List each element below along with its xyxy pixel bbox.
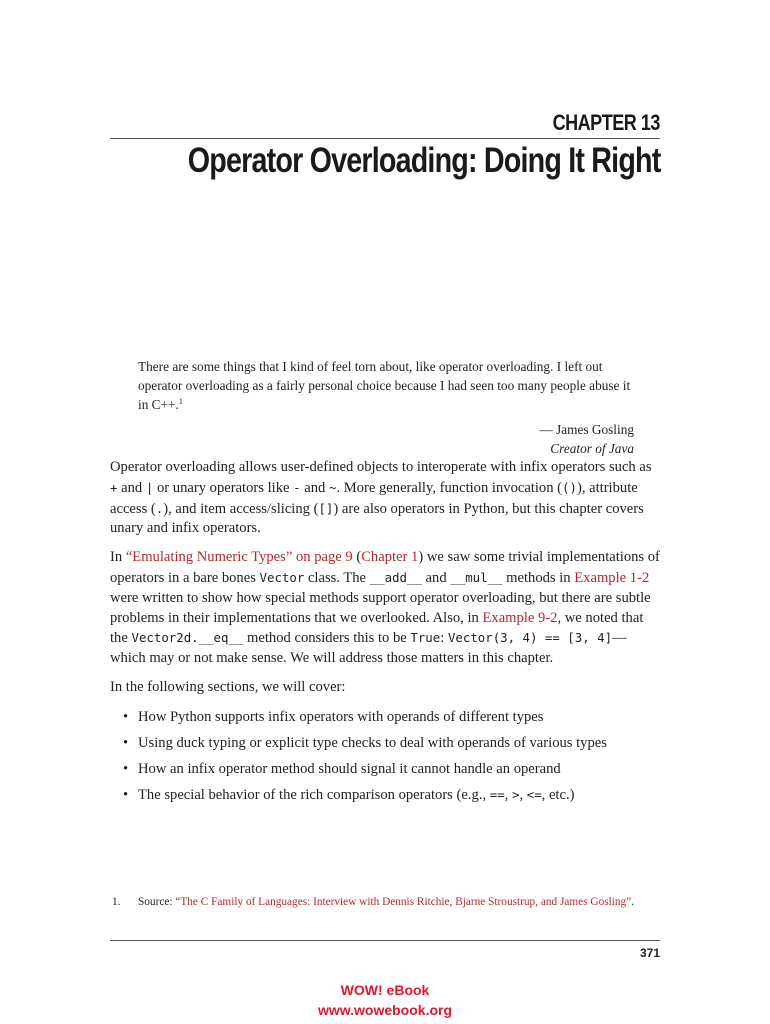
watermark-title: WOW! eBook — [340, 982, 430, 998]
text-run: ) we saw some trivial implementations of operators in a bare bones — [110, 549, 660, 586]
footer-rule — [110, 940, 660, 941]
code-span: > — [511, 786, 520, 802]
epigraph — [138, 357, 634, 458]
text-run: class. The — [304, 569, 370, 586]
code-span: - — [293, 479, 301, 495]
bullet-icon: • — [123, 734, 129, 751]
footnote-suffix: . — [631, 896, 635, 908]
code-span: + — [110, 479, 118, 495]
text-run: In — [110, 549, 126, 566]
footnote-ref[interactable]: 1 — [178, 397, 183, 406]
code-span: __add__ — [369, 569, 422, 585]
text-run: methods in — [502, 569, 575, 586]
text-run: ), attribute access ( — [110, 479, 638, 517]
sections-intro: In the following sections, we will cover: — [110, 678, 346, 695]
code-span: . — [155, 500, 164, 516]
watermark-url[interactable]: www.wowebook.org — [317, 1002, 453, 1018]
code-span: Vector2d.__eq__ — [131, 630, 244, 646]
text-run: method considers this to be — [243, 630, 411, 647]
list-item — [110, 785, 660, 805]
text-run: , etc.) — [541, 786, 575, 803]
topics-list — [110, 707, 660, 805]
text-run: Operator overloading allows user-defined objects to interoperate with infix operators such as — [110, 459, 652, 475]
text-run: ), and item access/slicing ( — [163, 500, 319, 517]
link-emulating-numeric-types[interactable]: “Emulating Numeric Types” on page 9 — [125, 549, 353, 566]
text-run: , — [519, 786, 527, 803]
text-run: , — [504, 786, 512, 803]
code-span: [] — [318, 500, 334, 516]
text-run: ( — [352, 549, 362, 566]
footnote — [110, 896, 670, 908]
epigraph-quote — [138, 357, 634, 414]
text-run: or unary operators like — [153, 479, 294, 496]
epigraph-quote-text: There are some things that I kind of feel torn about, like operator overloading. I left out operator overloading as a fairly personal choice because I had seen too many people abuse it in C++. — [138, 359, 631, 412]
chapter-body — [110, 458, 660, 805]
chapter-title: Operator Overloading: Doing It Right — [187, 141, 660, 180]
list-item — [110, 707, 660, 727]
epigraph-role: Creator of Java — [550, 441, 634, 456]
list-item-text: Using duck typing or explicit type checks to deal with operands of various types — [138, 734, 607, 751]
text-run: were written to show how special methods support operator overloading, but there are subtle problems in their implementations that we overlooked. Also, in — [110, 589, 651, 626]
text-run: The special behavior of the rich comparison operators (e.g., — [138, 786, 490, 803]
link-example-9-2[interactable]: Example 9-2 — [482, 609, 558, 626]
code-span: == — [489, 786, 505, 802]
code-span: __mul__ — [450, 569, 503, 585]
text-run: , we noted that the — [110, 609, 644, 647]
list-item-text: How Python supports infix operators with operands of different types — [138, 708, 544, 725]
chapter-header — [110, 110, 660, 139]
code-span: Vector — [259, 569, 305, 585]
link-example-1-2[interactable]: Example 1-2 — [574, 569, 650, 586]
link-chapter-1[interactable]: Chapter 1 — [361, 549, 419, 566]
text-run: and — [421, 569, 451, 586]
epigraph-author: — James Gosling — [539, 422, 634, 437]
text-run: : — [440, 630, 448, 647]
text-run: —which may or not make sense. We will address those matters in this chapter. — [110, 630, 627, 667]
text-run: ) are also operators in Python, but this chapter covers unary and infix operators. — [110, 500, 644, 537]
list-item — [110, 733, 660, 753]
footnote-prefix: Source: — [138, 896, 176, 908]
list-item-text: How an infix operator method should signal it cannot handle an operand — [138, 760, 561, 777]
page-number: 371 — [639, 946, 660, 960]
code-span: () — [562, 479, 577, 495]
bullet-icon: • — [123, 760, 129, 777]
code-span: Vector(3, 4) == [3, 4] — [447, 630, 613, 646]
intro-paragraph — [110, 458, 660, 539]
chapter-label: CHAPTER 13 — [552, 110, 660, 135]
footnote-number: 1. — [112, 896, 121, 908]
code-span: | — [145, 479, 154, 495]
code-span: ~ — [328, 479, 337, 495]
code-span: <= — [526, 786, 542, 802]
text-run: and — [117, 479, 146, 496]
code-span: True — [410, 630, 441, 646]
context-paragraph — [110, 548, 660, 669]
text-run: and — [300, 479, 329, 496]
watermark — [0, 980, 770, 1020]
list-item — [110, 759, 660, 779]
epigraph-attribution — [138, 420, 634, 458]
text-run: . More generally, function invocation ( — [336, 479, 563, 496]
bullet-icon: • — [123, 786, 129, 803]
footnote-link[interactable]: “The C Family of Languages: Interview with Dennis Ritchie, Bjarne Stroustrup, and James Gosling” — [175, 896, 632, 908]
bullet-icon: • — [123, 708, 129, 725]
